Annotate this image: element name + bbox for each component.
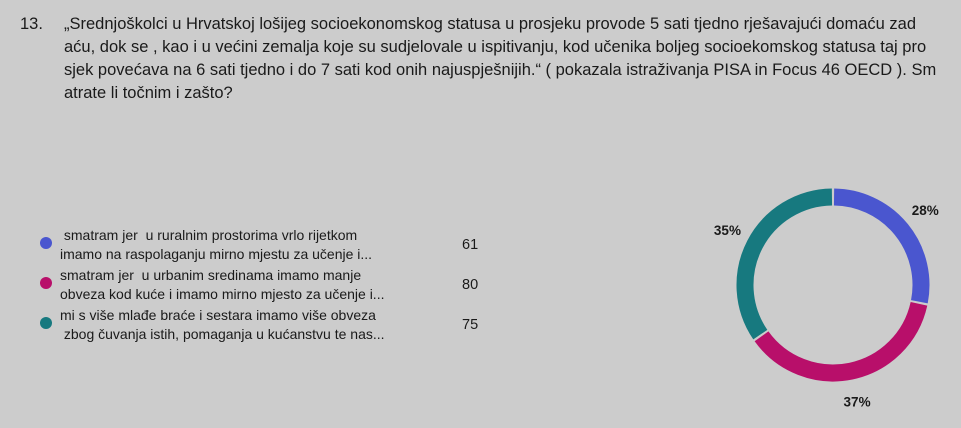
slice-percent-label: 35% — [713, 223, 741, 239]
legend-label: smatram jer u urbanim sredinama imamo manje obveza kod kuće i imamo mirno mjesto za učenje i... — [60, 267, 385, 302]
donut-slice — [745, 197, 832, 335]
legend-label: smatram jer u ruralnim prostorima vrlo rijetkom imamo na raspolaganju mirno mjestu za učenje i... — [60, 227, 373, 262]
donut-slice — [762, 304, 919, 373]
legend-count: 75 — [462, 317, 479, 333]
slice-percent-label: 37% — [843, 394, 871, 410]
legend-label: mi s više mlađe braće i sestara imamo više obveza zbog čuvanja istih, pomaganja u kućanstvu te nas... — [60, 307, 385, 342]
slice-percent-label: 28% — [911, 202, 939, 218]
question-text: „Srednjoškolci u Hrvatskoj lošijeg socioekonomskog statusa u prosjeku provode 5 sati tjedno rješavajući domaću zad aću, dok se , kao i u većini zemalja koje su sudjelovale u ispitivanju, kod učenika boljeg socioekomskog statusa taj pro sjek povećava na 6 sati tjedno i do 7 sati kod onih najuspješnijih.“ ( pokazala istraživanja PISA in Focus 46 OECD ). Sm atrate li točnim i zašto? — [64, 15, 937, 102]
legend-count: 80 — [462, 277, 479, 293]
question-number: 13. — [20, 15, 43, 33]
donut-slice — [834, 197, 921, 302]
legend-count: 61 — [462, 237, 479, 253]
